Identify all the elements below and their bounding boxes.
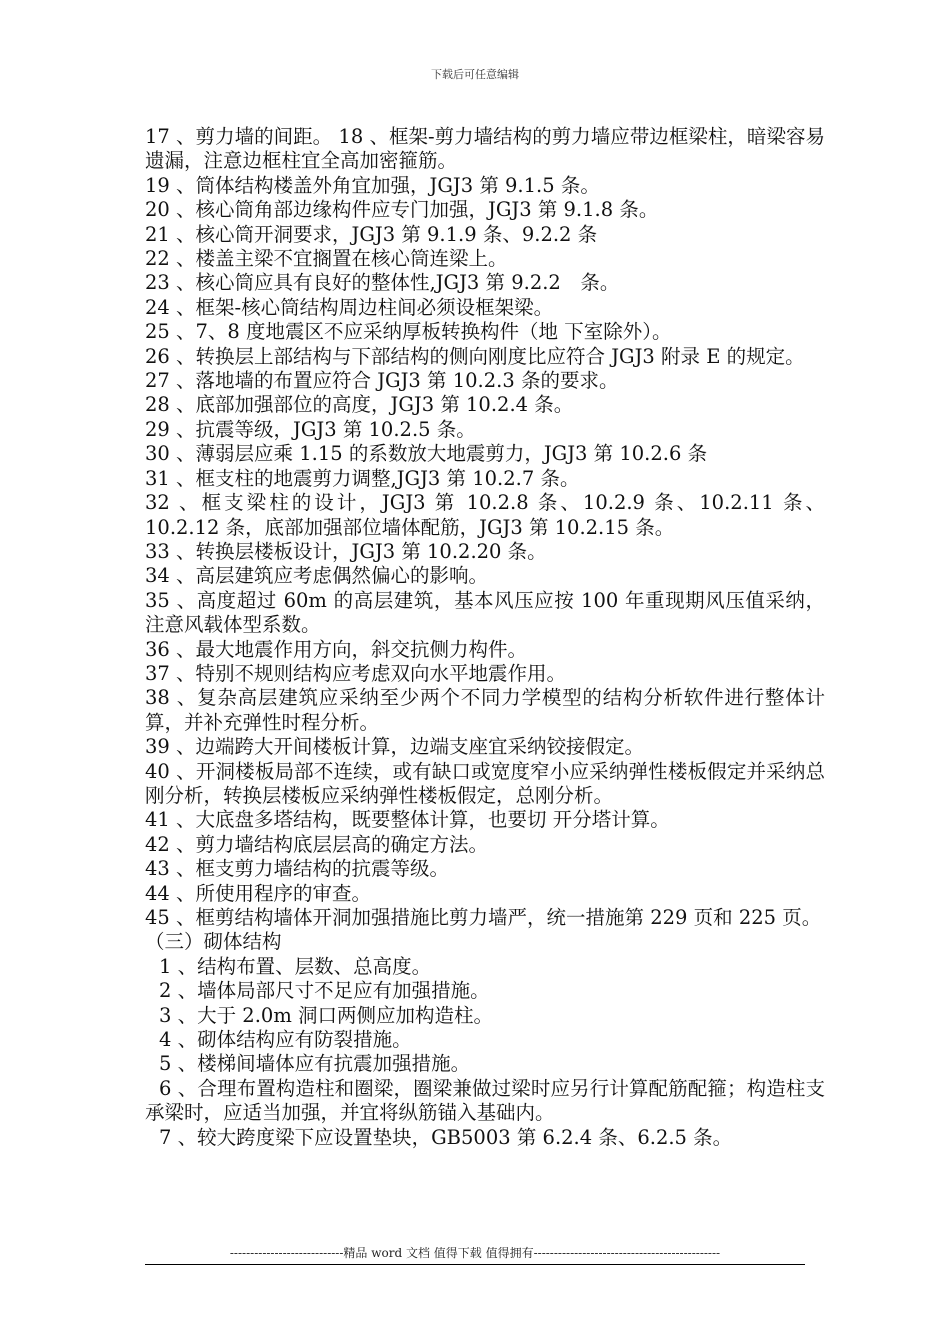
- paragraph-20: 20 、核心筒角部边缘构件应专门加强，JGJ3 第 9.1.8 条。: [145, 198, 659, 222]
- document-body: [145, 125, 825, 1150]
- section-heading: （三）砌体结构: [145, 930, 282, 954]
- page-header-note: 下载后可任意编辑: [431, 68, 519, 81]
- paragraph-29: 29 、抗震等级，JGJ3 第 10.2.5 条。: [145, 417, 476, 441]
- paragraph-27: 27 、落地墙的布置应符合 JGJ3 第 10.2.3 条的要求。: [145, 369, 619, 393]
- paragraph-43: 43 、框支剪力墙结构的抗震等级。: [145, 857, 450, 881]
- paragraph-44: 44 、所使用程序的审查。: [145, 881, 372, 905]
- paragraph-34: 34 、高层建筑应考虑偶然偏心的影响。: [145, 564, 489, 588]
- paragraph-39: 39 、边端跨大开间楼板计算，边端支座宜采纳铰接假定。: [145, 735, 645, 759]
- paragraph-41: 41 、大底盘多塔结构，既要整体计算，也要切 开分塔计算。: [145, 808, 670, 832]
- section-item-4: 4 、砌体结构应有防裂措施。: [159, 1028, 412, 1052]
- section-item-1: 1 、结构布置、层数、总高度。: [159, 954, 432, 978]
- paragraph-28: 28 、底部加强部位的高度，JGJ3 第 10.2.4 条。: [145, 393, 574, 417]
- section-item-3: 3 、大于 2.0m 洞口两侧应加构造柱。: [159, 1003, 494, 1027]
- paragraph-35: 35 、高度超过 60m 的高层建筑，基本风压应按 100 年重现期风压值采纳，注意风载体型系数。: [145, 588, 825, 637]
- paragraph-17: 17 、剪力墙的间距。 18 、框架-剪力墙结构的剪力墙应带边框梁柱，暗梁容易遗漏，注意边框柱宜全高加密箍筋。: [145, 125, 825, 173]
- paragraph-30: 30 、薄弱层应乘 1.15 的系数放大地震剪力，JGJ3 第 10.2.6 条: [145, 442, 708, 466]
- paragraph-42: 42 、剪力墙结构底层层高的确定方法。: [145, 832, 489, 856]
- paragraph-21: 21 、核心筒开洞要求，JGJ3 第 9.1.9 条、9.2.2 条: [145, 222, 598, 246]
- section-item-2: 2 、墙体局部尺寸不足应有加强措施。: [159, 979, 490, 1003]
- paragraph-36: 36 、最大地震作用方向，斜交抗侧力构件。: [145, 637, 528, 661]
- page-footer-note: ----------------------------精品 word 文档 值得下载 值得拥有----------------------------------------------: [229, 1246, 721, 1260]
- paragraph-38: 38 、复杂高层建筑应采纳至少两个不同力学模型的结构分析软件进行整体计算，并补充弹性时程分析。: [145, 686, 825, 734]
- section-item-6: 6 、合理布置构造柱和圈梁，圈梁兼做过梁时应另行计算配筋配箍；构造柱支承梁时，应适当加强，并宜将纵筋锚入基础内。: [145, 1076, 825, 1125]
- paragraph-25: 25 、7、8 度地震区不应采纳厚板转换构件（地 下室除外）。: [145, 320, 672, 344]
- paragraph-32: 32 、框支梁柱的设计，JGJ3 第 10.2.8 条、10.2.9 条、10.2.11 条、10.2.12 条，底部加强部位墙体配筋，JGJ3 第 10.2.15 条。: [145, 491, 825, 539]
- paragraph-24: 24 、框架-核心筒结构周边柱间必须设框架梁。: [145, 295, 554, 319]
- paragraph-19: 19 、筒体结构楼盖外角宜加强，JGJ3 第 9.1.5 条。: [145, 173, 600, 197]
- paragraph-26: 26 、转换层上部结构与下部结构的侧向刚度比应符合 JGJ3 附录 E 的规定。: [145, 344, 805, 368]
- paragraph-45: 45 、框剪结构墙体开洞加强措施比剪力墙严，统一措施第 229 页和 225 页。: [145, 906, 822, 929]
- section-item-7: 7 、较大跨度梁下应设置垫块，GB5003 第 6.2.4 条、6.2.5 条。: [159, 1125, 733, 1149]
- paragraph-23: 23 、核心筒应具有良好的整体性,JGJ3 第 9.2.2 条。: [145, 271, 620, 295]
- paragraph-40: 40 、开洞楼板局部不连续，或有缺口或宽度窄小应采纳弹性楼板假定并采纳总刚分析，转换层楼板应采纳弹性楼板假定，总刚分析。: [145, 759, 825, 807]
- section-item-5: 5 、楼梯间墙体应有抗震加强措施。: [159, 1052, 471, 1076]
- footer-divider: [145, 1264, 805, 1265]
- paragraph-33: 33 、转换层楼板设计，JGJ3 第 10.2.20 条。: [145, 539, 547, 563]
- paragraph-37: 37 、特别不规则结构应考虑双向水平地震作用。: [145, 661, 567, 685]
- paragraph-22: 22 、楼盖主梁不宜搁置在核心筒连梁上。: [145, 247, 508, 271]
- paragraph-31: 31 、框支柱的地震剪力调整,JGJ3 第 10.2.7 条。: [145, 466, 580, 490]
